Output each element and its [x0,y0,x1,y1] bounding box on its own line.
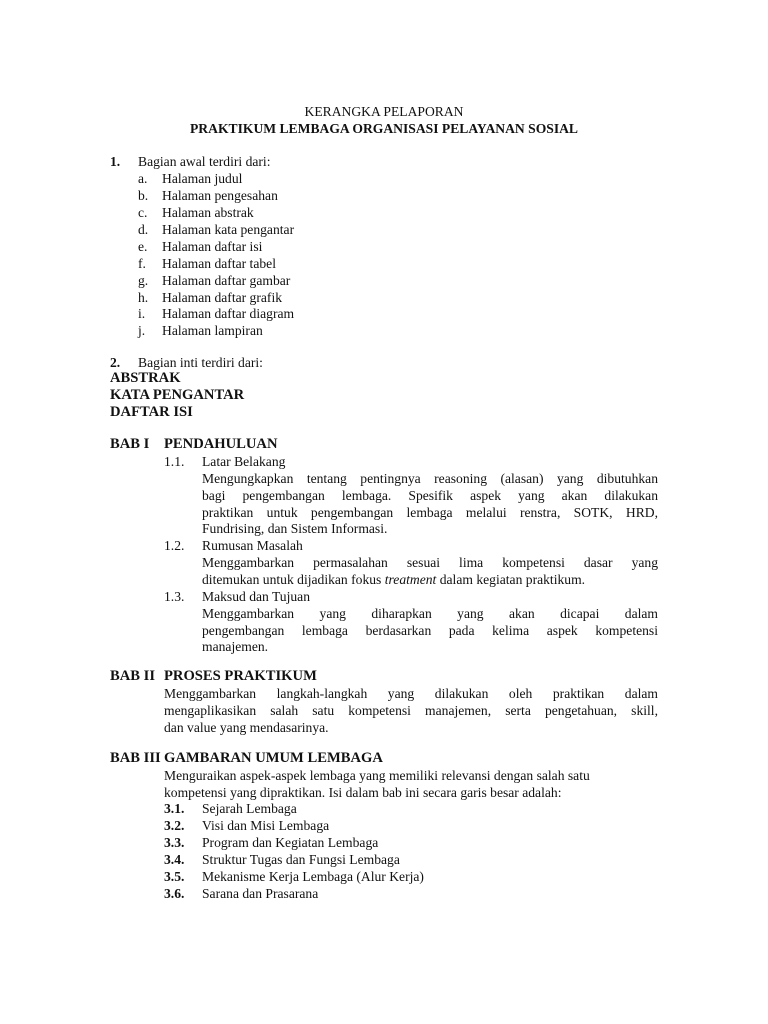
bab3-title: GAMBARAN UMUM LEMBAGA [164,750,383,766]
list-item-letter: d. [138,222,149,237]
list-item: Halaman daftar gambar [162,273,291,288]
list-item: Halaman kata pengantar [162,222,295,237]
list-item: Halaman judul [162,171,243,186]
daftar-isi-heading: DAFTAR ISI [110,404,193,420]
list-item: Mekanisme Kerja Lembaga (Alur Kerja) [202,869,424,884]
list-item-letter: g. [138,273,149,288]
bab2-title: PROSES PRAKTIKUM [164,668,317,684]
paragraph-line [202,571,585,588]
list-item-number: 3.6. [164,886,185,901]
list-item: Halaman lampiran [162,323,263,338]
list-item-letter: c. [138,205,148,220]
list-item: Halaman daftar grafik [162,290,283,305]
list-item-number: 3.2. [164,818,185,833]
bab3-label: BAB III [110,750,161,766]
part1-number: 1. [110,154,121,169]
list-item: Struktur Tugas dan Fungsi Lembaga [202,852,400,867]
paragraph-line: pengembangan lembaga berdasarkan pada kelima aspek kompetensi [202,623,658,638]
list-item-letter: f. [138,256,146,271]
list-item-letter: h. [138,290,149,305]
list-item-letter: i. [138,306,146,321]
part2-heading: Bagian inti terdiri dari: [138,355,263,370]
list-item: Program dan Kegiatan Lembaga [202,835,379,850]
bab2-label: BAB II [110,668,156,684]
abstrak-heading: ABSTRAK [110,370,181,386]
list-item: Halaman daftar diagram [162,306,295,321]
list-item: Halaman daftar isi [162,239,263,254]
list-item-number: 3.5. [164,869,185,884]
list-item-number: 3.1. [164,801,185,816]
doc-title-line1: KERANGKA PELAPORAN [304,104,464,119]
text-segment: dalam kegiatan praktikum. [436,572,586,587]
list-item-letter: a. [138,171,148,186]
paragraph-line: kompetensi yang dipraktikan. Isi dalam bab ini secara garis besar adalah: [164,785,562,800]
list-item: Halaman daftar tabel [162,256,276,271]
bab1-title: PENDAHULUAN [164,436,278,452]
section-number: 1.3. [164,589,185,604]
list-item: Sarana dan Prasarana [202,886,319,901]
section-number: 1.1. [164,454,185,469]
paragraph-line: dan value yang mendasarinya. [164,720,329,735]
paragraph-line: Mengungkapkan tentang pentingnya reasoning (alasan) yang dibutuhkan [202,471,658,486]
section-title: Rumusan Masalah [202,538,303,553]
list-item: Halaman abstrak [162,205,254,220]
doc-title-line2: PRAKTIKUM LEMBAGA ORGANISASI PELAYANAN SOSIAL [190,121,578,136]
paragraph-line: Menguraikan aspek-aspek lembaga yang memiliki relevansi dengan salah satu [164,768,590,783]
part1-heading: Bagian awal terdiri dari: [138,154,271,169]
paragraph-line: Menggambarkan langkah-langkah yang dilakukan oleh praktikan dalam [164,686,658,701]
italic-term: treatment [384,572,437,587]
paragraph-line: praktikan untuk pengembangan lembaga melalui renstra, SOTK, HRD, [202,505,658,520]
paragraph-line: manajemen. [202,639,269,654]
section-title: Maksud dan Tujuan [202,589,311,604]
paragraph-line: Menggambarkan permasalahan sesuai lima kompetensi dasar yang [202,555,658,570]
list-item-number: 3.4. [164,852,185,867]
paragraph-line: Menggambarkan yang diharapkan yang akan dicapai dalam [202,606,658,621]
list-item-number: 3.3. [164,835,185,850]
list-item: Sejarah Lembaga [202,801,297,816]
section-title: Latar Belakang [202,454,286,469]
section-number: 1.2. [164,538,185,553]
list-item-letter: j. [138,323,146,338]
text-segment: ditemukan untuk dijadikan fokus [202,572,385,587]
paragraph-line: mengaplikasikan salah satu kompetensi manajemen, serta pengetahuan, skill, [164,703,658,718]
kata-pengantar-heading: KATA PENGANTAR [110,387,245,403]
bab1-label: BAB I [110,436,150,452]
list-item-letter: e. [138,239,148,254]
part2-number: 2. [110,355,121,370]
list-item-letter: b. [138,188,149,203]
list-item: Halaman pengesahan [162,188,278,203]
list-item: Visi dan Misi Lembaga [202,818,330,833]
paragraph-line: bagi pengembangan lembaga. Spesifik aspek yang akan dilakukan [202,488,658,503]
paragraph-line: Fundrising, dan Sistem Informasi. [202,521,388,536]
